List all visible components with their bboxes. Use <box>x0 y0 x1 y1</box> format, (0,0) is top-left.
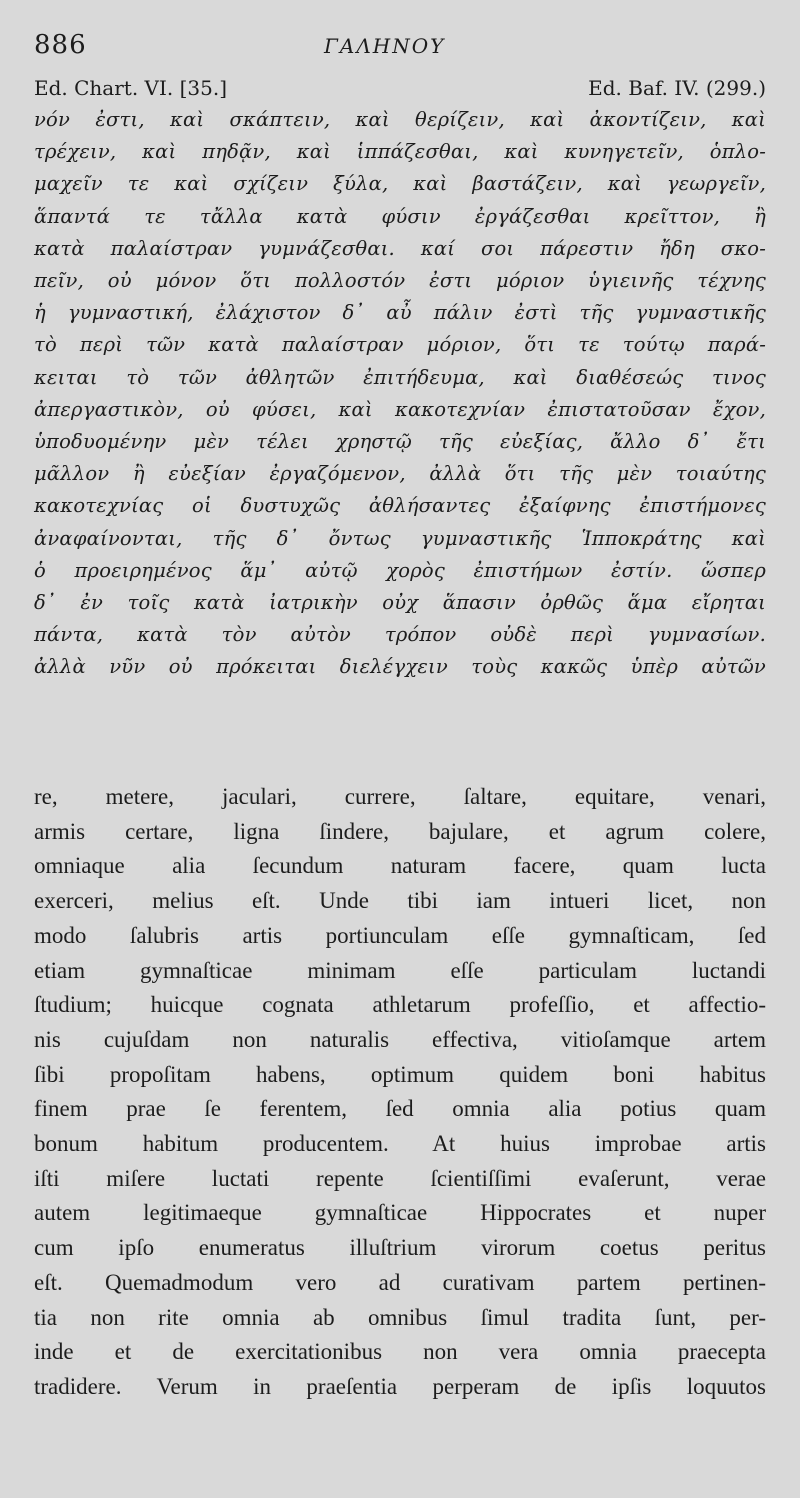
greek-line: ὑποδυομένην μὲν τέλει χρηστῷ τῆς εὐεξίας, ἄλλο δ᾽ ἔτι <box>34 430 766 454</box>
greek-line: ὁ προειρημένος ἅμ᾽ αὐτῷ χορὸς ἐπιστήμων ἐστίν. ὥσπερ <box>34 558 766 582</box>
latin-line: re, metere, jaculari, currere, ſaltare, equitare, venari, <box>34 784 766 809</box>
latin-line: autem legitimaeque gymnaſticae Hippocrates et nuper <box>34 1200 766 1226</box>
latin-line: tradidere. Verum in praeſentia perperam de ipſis loquutos <box>34 1373 766 1399</box>
greek-line: πεῖν, οὐ μόνον ὅτι πολλοστόν ἐστι μόριον ὑγιεινῆς τέχνης <box>34 269 766 293</box>
latin-line: omniaque alia ſecundum naturam facere, quam lucta <box>34 853 766 879</box>
greek-line: ἀναφαίνονται, τῆς δ᾽ ὄντως γυμναστικῆς Ἱπποκράτης καὶ <box>34 526 766 550</box>
latin-line: cum ipſo enumeratus illuſtrium virorum coetus peritus <box>34 1235 766 1261</box>
latin-line: nis cujuſdam non naturalis effectiva, vitioſamque artem <box>34 1026 766 1052</box>
latin-line: eſt. Quemadmodum vero ad curativam partem pertinen- <box>34 1269 766 1295</box>
latin-line: iſti miſere luctati repente ſcientiſſimi evaſerunt, verae <box>34 1165 766 1191</box>
greek-line: τὸ περὶ τῶν κατὰ παλαίστραν μόριον, ὅτι τε τούτῳ παρά- <box>34 333 766 357</box>
edition-reference-basel: Ed. Baf. IV. (299.) <box>588 76 766 100</box>
greek-line: ἀλλὰ νῦν οὐ πρόκειται διελέγχειν τοὺς κακῶς ὑπὲρ αὐτῶν <box>34 655 766 679</box>
running-title: ΓΑΛΗΝΟΥ <box>324 34 446 58</box>
greek-line: τρέχειν, καὶ πηδᾷν, καὶ ἱππάζεσθαι, καὶ κυνηγετεῖν, ὁπλο- <box>34 140 766 164</box>
latin-text-block <box>34 780 766 1405</box>
greek-text-block <box>34 104 766 684</box>
greek-line: πάντα, κατὰ τὸν αὐτὸν τρόπον οὐδὲ περὶ γυμνασίων. <box>34 623 766 647</box>
latin-line: modo ſalubris artis portiunculam eſſe gymnaſticam, ſed <box>34 922 766 948</box>
edition-reference-chartier: Ed. Chart. VI. [35.] <box>34 76 228 100</box>
latin-line: bonum habitum producentem. At huius improbae artis <box>34 1131 766 1157</box>
greek-line: νόν ἐστι, καὶ σκάπτειν, καὶ θερίζειν, καὶ ἀκοντίζειν, καὶ <box>34 108 766 131</box>
running-head <box>34 30 774 64</box>
greek-line: κακοτεχνίας οἱ δυστυχῶς ἀθλήσαντες ἐξαίφνης ἐπιστήμονες <box>34 494 766 518</box>
latin-line: inde et de exercitationibus non vera omnia praecepta <box>34 1339 766 1365</box>
greek-line: ἅπαντά τε τἄλλα κατὰ φύσιν ἐργάζεσθαι κρεῖττον, ἢ <box>34 204 766 228</box>
latin-line: ſibi propoſitam habens, optimum quidem boni habitus <box>34 1061 766 1087</box>
greek-line: ἡ γυμναστική, ἐλάχιστον δ᾽ αὖ πάλιν ἐστὶ τῆς γυμναστικῆς <box>34 301 766 325</box>
latin-line: finem prae ſe ferentem, ſed omnia alia potius quam <box>34 1096 766 1122</box>
latin-line: armis certare, ligna ſindere, bajulare, et agrum colere, <box>34 818 766 844</box>
greek-line: μαχεῖν τε καὶ σχίζειν ξύλα, καὶ βαστάζειν, καὶ γεωργεῖν, <box>34 172 766 196</box>
greek-line: δ᾽ ἐν τοῖς κατὰ ἰατρικὴν οὐχ ἅπασιν ὀρθῶς ἅμα εἴρηται <box>34 591 766 615</box>
greek-line: κειται τὸ τῶν ἀθλητῶν ἐπιτήδευμα, καὶ διαθέσεώς τινος <box>34 365 766 389</box>
page-number: 886 <box>34 30 87 60</box>
latin-line: exerceri, melius eſt. Unde tibi iam intueri licet, non <box>34 888 766 914</box>
latin-line: ſtudium; huicque cognata athletarum profeſſio, et affectio- <box>34 992 766 1018</box>
latin-line: etiam gymnaſticae minimam eſſe particulam luctandi <box>34 957 766 983</box>
edition-references <box>34 76 766 104</box>
greek-line: ἀπεργαστικὸν, οὐ φύσει, καὶ κακοτεχνίαν ἐπιστατοῦσαν ἔχον, <box>34 397 766 421</box>
greek-line: κατὰ παλαίστραν γυμνάζεσθαι. καί σοι πάρεστιν ἤδη σκο- <box>34 236 766 260</box>
greek-line: μᾶλλον ἢ εὐεξίαν ἐργαζόμενον, ἀλλὰ ὅτι τῆς μὲν τοιαύτης <box>34 462 766 486</box>
latin-line: tia non rite omnia ab omnibus ſimul tradita ſunt, per- <box>34 1304 766 1330</box>
